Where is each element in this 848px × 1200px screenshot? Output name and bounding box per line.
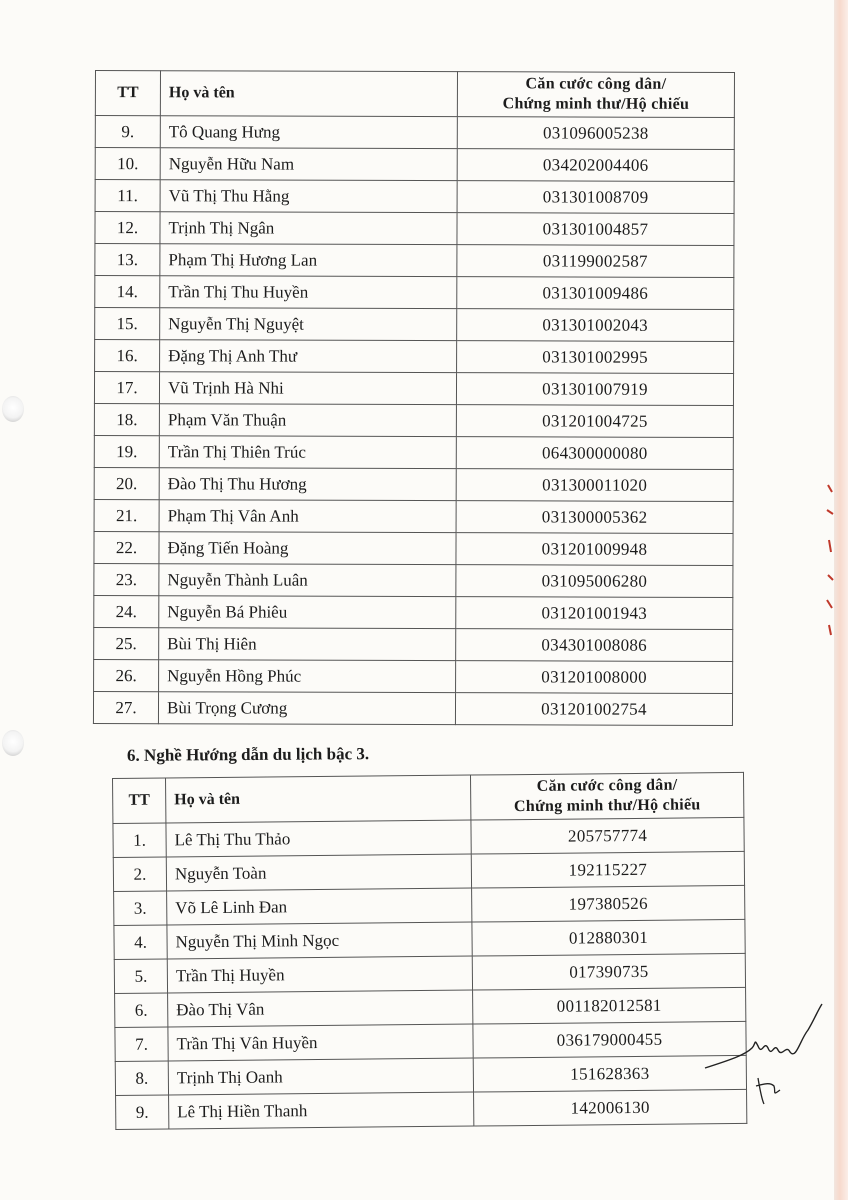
row-number: 25. <box>94 627 159 659</box>
student-table-2 <box>112 772 747 1130</box>
row-number: 9. <box>116 1095 169 1130</box>
row-id-number: 031201009948 <box>456 533 733 566</box>
row-number: 5. <box>114 959 167 994</box>
row-id-number: 031199002587 <box>457 245 734 278</box>
row-number: 22. <box>94 531 159 563</box>
table-row <box>95 180 734 214</box>
row-name: Phạm Thị Hương Lan <box>160 244 457 277</box>
row-name: Võ Lê Linh Đan <box>167 888 472 925</box>
student-table-1 <box>93 70 735 726</box>
header-id <box>470 772 743 820</box>
table-row <box>95 148 734 182</box>
row-number: 11. <box>95 180 160 212</box>
row-number: 14. <box>95 276 160 308</box>
table-row <box>95 244 734 278</box>
table-row <box>94 659 733 693</box>
table-header-row <box>113 772 744 823</box>
row-id-number: 017390735 <box>472 953 745 990</box>
row-name: Trần Thị Thiên Trúc <box>159 436 456 469</box>
row-id-number: 001182012581 <box>473 987 746 1024</box>
table-row <box>94 563 733 597</box>
table-row <box>94 531 733 565</box>
row-number: 4. <box>114 925 167 960</box>
row-number: 7. <box>115 1027 168 1062</box>
row-name: Đào Thị Thu Hương <box>159 468 456 501</box>
row-id-number: 205757774 <box>471 817 744 854</box>
row-id-number: 031201001943 <box>456 597 733 630</box>
row-number: 13. <box>95 244 160 276</box>
table-row <box>95 212 734 246</box>
row-number: 1. <box>113 823 166 858</box>
row-number: 8. <box>115 1061 168 1096</box>
header-name: Họ và tên <box>166 775 471 823</box>
table-row <box>94 467 733 501</box>
row-number: 16. <box>95 340 160 372</box>
row-number: 3. <box>114 891 167 926</box>
row-name: Nguyễn Thị Nguyệt <box>160 308 457 341</box>
row-number: 18. <box>94 403 159 435</box>
table-row <box>95 308 734 342</box>
row-id-number: 031201004725 <box>456 405 733 438</box>
table-row <box>94 435 733 469</box>
table-row <box>95 116 734 150</box>
header-id-line2: Chứng minh thư/Hộ chiếu <box>513 796 701 816</box>
row-name: Nguyễn Toàn <box>166 854 471 891</box>
row-name: Trần Thị Thu Huyền <box>160 276 457 309</box>
table-header-row <box>95 71 734 118</box>
section-heading: 6. Nghề Hướng dẫn du lịch bậc 3. <box>126 744 370 765</box>
row-name: Lê Thị Hiền Thanh <box>169 1092 474 1129</box>
row-number: 23. <box>94 563 159 595</box>
row-number: 26. <box>94 659 159 691</box>
row-number: 24. <box>94 595 159 627</box>
row-name: Đào Thị Vân <box>168 990 473 1027</box>
row-id-number: 151628363 <box>473 1055 746 1092</box>
row-name: Bùi Trọng Cương <box>158 692 455 725</box>
row-name: Đặng Thị Anh Thư <box>160 340 457 373</box>
header-id-line1: Căn cước công dân/ <box>536 776 678 795</box>
row-id-number: 012880301 <box>472 919 745 956</box>
row-name: Nguyễn Thị Minh Ngọc <box>167 922 472 959</box>
row-name: Vũ Trịnh Hà Nhi <box>159 372 456 405</box>
row-id-number: 034202004406 <box>457 149 734 182</box>
row-name: Trịnh Thị Oanh <box>168 1058 473 1095</box>
row-number: 9. <box>95 116 160 148</box>
row-id-number: 064300000080 <box>456 437 733 470</box>
header-id <box>457 72 734 118</box>
row-number: 10. <box>95 148 160 180</box>
row-id-number: 031096005238 <box>457 117 734 150</box>
row-id-number: 034301008086 <box>456 629 733 662</box>
table-row <box>116 1089 747 1129</box>
table-row <box>95 276 734 310</box>
row-number: 27. <box>93 691 158 723</box>
row-number: 20. <box>94 467 159 499</box>
table-row <box>94 595 733 629</box>
row-name: Nguyễn Bá Phiêu <box>159 596 456 629</box>
row-name: Tô Quang Hưng <box>160 116 457 149</box>
table-row <box>94 499 733 533</box>
row-name: Đặng Tiến Hoàng <box>159 532 456 565</box>
row-name: Trịnh Thị Ngân <box>160 212 457 245</box>
row-number: 15. <box>95 308 160 340</box>
header-name: Họ và tên <box>160 71 457 117</box>
row-id-number: 142006130 <box>474 1089 747 1126</box>
row-id-number: 031300005362 <box>456 501 733 534</box>
row-number: 2. <box>113 857 166 892</box>
row-id-number: 031201002754 <box>455 693 732 726</box>
table-row <box>95 340 734 374</box>
row-id-number: 031301004857 <box>457 213 734 246</box>
row-number: 12. <box>95 212 160 244</box>
row-name: Phạm Thị Vân Anh <box>159 500 456 533</box>
row-name: Trần Thị Huyền <box>167 956 472 993</box>
punch-hole-top <box>2 396 24 422</box>
row-name: Nguyễn Hữu Nam <box>160 148 457 181</box>
row-number: 21. <box>94 499 159 531</box>
row-id-number: 036179000455 <box>473 1021 746 1058</box>
row-id-number: 031301002995 <box>457 341 734 374</box>
header-id-line2: Chứng minh thư/Hộ chiếu <box>502 95 690 113</box>
row-name: Bùi Thị Hiên <box>159 628 456 661</box>
row-name: Vũ Thị Thu Hằng <box>160 180 457 213</box>
red-seal-edge <box>824 480 838 640</box>
row-number: 17. <box>94 372 159 404</box>
row-name: Nguyễn Thành Luân <box>159 564 456 597</box>
row-id-number: 031201008000 <box>456 661 733 694</box>
row-id-number: 197380526 <box>472 885 745 922</box>
header-tt: TT <box>113 778 166 824</box>
row-name: Nguyễn Hồng Phúc <box>159 660 456 693</box>
row-name: Trần Thị Vân Huyền <box>168 1024 473 1061</box>
row-id-number: 031301007919 <box>456 373 733 406</box>
table-row <box>94 372 733 406</box>
row-id-number: 031301002043 <box>457 309 734 342</box>
row-id-number: 031300011020 <box>456 469 733 502</box>
row-name: Phạm Văn Thuận <box>159 404 456 437</box>
row-id-number: 192115227 <box>471 851 744 888</box>
header-id-line1: Căn cước công dân/ <box>525 75 667 93</box>
row-number: 19. <box>94 435 159 467</box>
header-tt: TT <box>95 71 160 116</box>
table-row <box>94 627 733 661</box>
row-id-number: 031301009486 <box>457 277 734 310</box>
row-number: 6. <box>115 993 168 1028</box>
row-id-number: 031301008709 <box>457 181 734 214</box>
handwritten-signature <box>700 1000 830 1110</box>
table-row <box>93 691 732 725</box>
table-row <box>94 403 733 437</box>
punch-hole-bottom <box>2 730 24 756</box>
row-name: Lê Thị Thu Thảo <box>166 820 471 857</box>
row-id-number: 031095006280 <box>456 565 733 598</box>
